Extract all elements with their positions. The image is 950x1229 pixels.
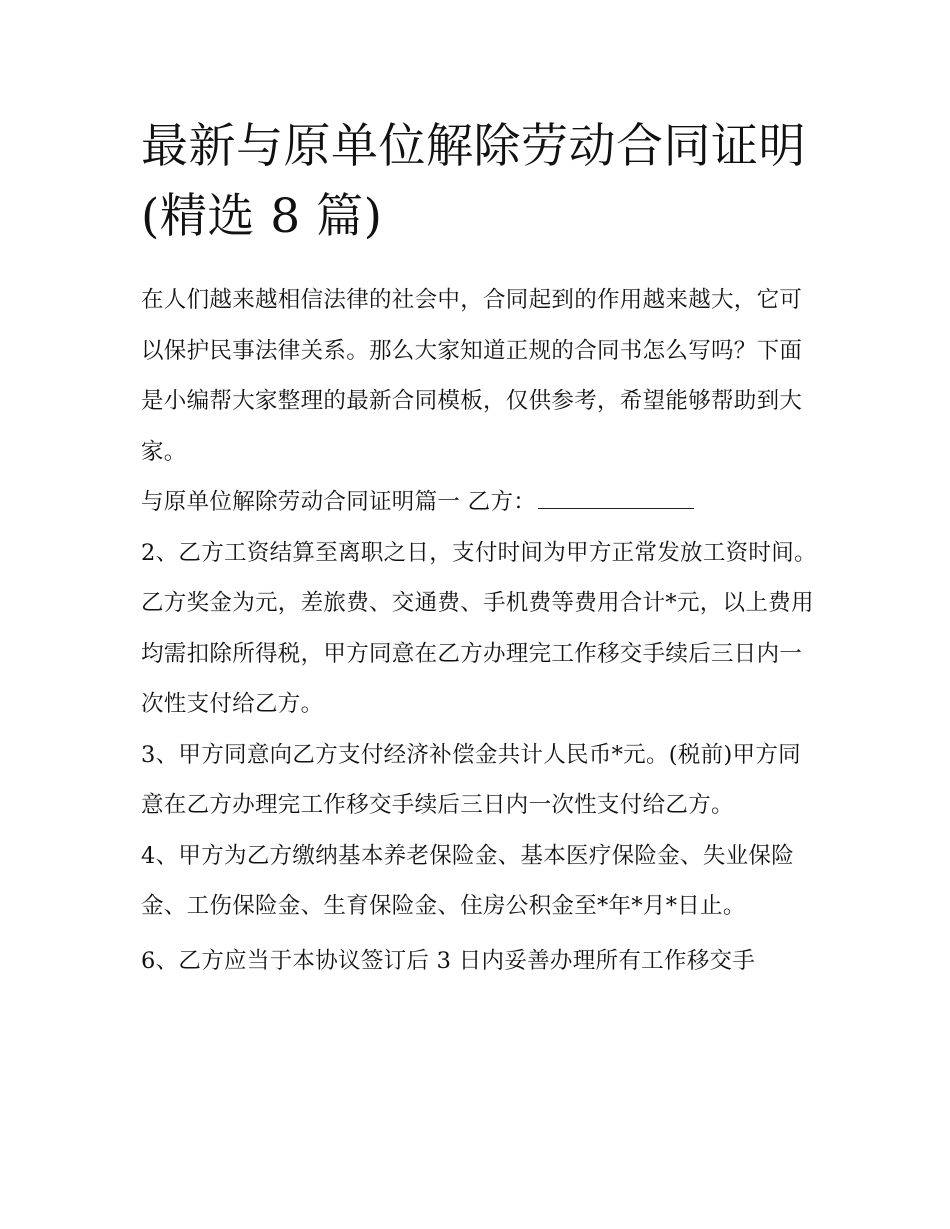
document-title: 最新与原单位解除劳动合同证明(精选 8 篇) [141,119,806,244]
clause-2-paragraph: 2、乙方工资结算至离职之日，支付时间为甲方正常发放工资时间。乙方奖金为元，差旅费、交通费、手机费等费用合计*元，以上费用均需扣除所得税，甲方同意在乙方办理完工作移交手续后三日内一次性支付给乙方。 [141,539,817,717]
blank-fill-line [538,488,694,509]
clause-4-paragraph: 4、甲方为乙方缴纳基本养老保险金、基本医疗保险金、失业保险金、工伤保险金、生育保险金、住房公积金至*年*月*日止。 [141,842,795,919]
clause-6-paragraph: 6、乙方应当于本协议签订后 3 日内妥善办理所有工作移交手 [141,947,756,974]
section-heading-paragraph [141,477,821,528]
section-heading-text: 与原单位解除劳动合同证明篇一 乙方： [141,489,537,515]
document-body [141,112,821,986]
clause-3-paragraph: 3、甲方同意向乙方支付经济补偿金共计人民币*元。(税前)甲方同意在乙方办理完工作移交手续后三日内一次性支付给乙方。 [141,741,801,818]
intro-paragraph: 在人们越来越相信法律的社会中，合同起到的作用越来越大，它可以保护民事法律关系。那么大家知道正规的合同书怎么写吗？下面是小编帮大家整理的最新合同模板，仅供参考，希望能够帮助到大家。 [141,287,803,465]
